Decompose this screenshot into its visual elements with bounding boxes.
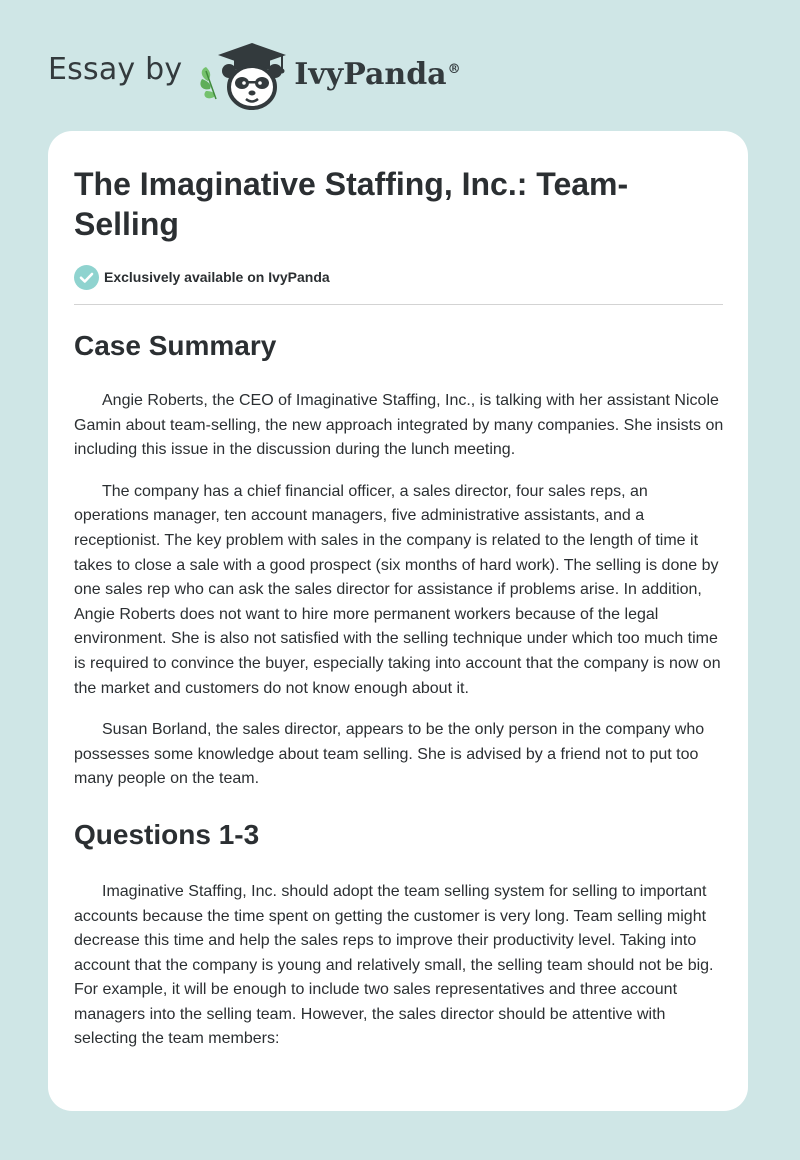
paragraph: Imaginative Staffing, Inc. should adopt the team selling system for selling to important accounts because the time spent on getting the customer is very long. Team selling might decrease this time and help the sales reps to improve their productivity level. Taking into account that the company is young and relatively small, the selling team should not be big. For example, it will be enough to include two sales representatives and three account managers into the selling team. However, the sales director should be attentive with selecting the team members: xyxy=(74,882,714,1048)
exclusive-badge-text: Exclusively available on IvyPanda xyxy=(104,269,330,285)
paragraph: The company has a chief financial officer, a sales director, four sales reps, an operations manager, ten account managers, five administrative assistants, and a receptionist. The key problem with sales in the company is related to the length of time it takes to close a sale with a good prospect (six months of hard work). The selling is done by one sales rep who can ask the sales director for assistance if problems arise. In addition, Angie Roberts does not want to hire more permanent workers because of the legal environment. She is also not satisfied with the selling technique under which too much time is required to convince the buyer, especially taking into account that the company is now on the market and customers do not know enough about it. xyxy=(74,482,721,697)
paragraph: Angie Roberts, the CEO of Imaginative Staffing, Inc., is talking with her assistant Nicole Gamin about team-selling, the new approach integrated by many companies. She insists on including this issue in the discussion during the lunch meeting. xyxy=(74,392,724,459)
section-heading: Questions 1-3 xyxy=(74,818,260,850)
panda-graduate-logo-icon[interactable] xyxy=(196,33,292,113)
brand-header xyxy=(48,28,461,118)
questions-section xyxy=(74,818,724,1052)
brand-name xyxy=(294,57,460,92)
title-divider xyxy=(74,304,723,305)
brand-prefix: Essay by xyxy=(48,51,183,87)
exclusive-badge xyxy=(74,264,724,290)
essay-title: The Imaginative Staffing, Inc.: Team-Selling xyxy=(74,166,629,242)
case-summary-section xyxy=(74,329,724,792)
check-circle-icon xyxy=(74,265,99,290)
paragraph: Susan Borland, the sales director, appears to be the only person in the company who possesses some knowledge about team selling. She is advised by a friend not to put too many people on the team. xyxy=(74,721,705,788)
section-heading: Case Summary xyxy=(74,330,277,361)
brand-name-text: IvyPanda xyxy=(294,56,447,92)
registered-mark: ® xyxy=(447,61,461,77)
essay-content xyxy=(74,164,724,1052)
essay-card xyxy=(48,131,748,1111)
